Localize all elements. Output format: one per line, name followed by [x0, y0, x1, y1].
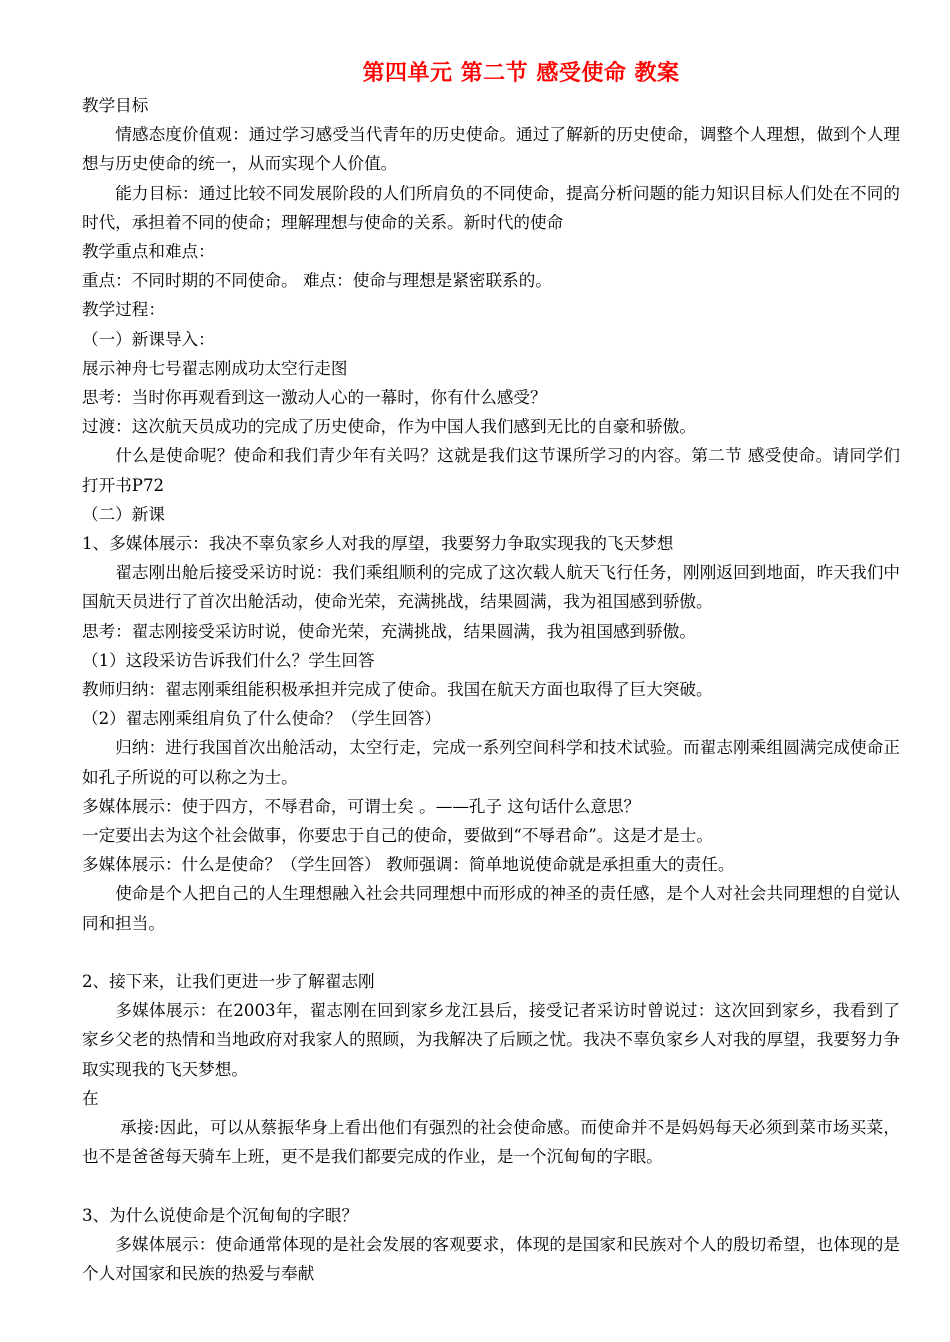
heading-key-points: 教学重点和难点：	[82, 242, 215, 262]
heading-process: 教学过程：	[82, 300, 165, 320]
item-2-show: 多媒体展示：在2003年，翟志刚在回到家乡龙江县后，接受记者采访时曾说过：这次回到家乡，我看到了家乡父老的热情和当地政府对我家人的照顾，为我解决了后顾之忧。我决不辜负家乡人对我的厚望，我要努力争取实现我的飞天梦想。	[82, 1001, 900, 1079]
item-3-show: 多媒体展示：使命通常体现的是社会发展的客观要求，体现的是国家和民族对个人的殷切希望，也体现的是个人对国家和民族的热爱与奉献	[82, 1234, 900, 1284]
intro-think: 思考：当时你再观看到这一激动人心的一幕时，你有什么感受？	[82, 388, 547, 408]
summary-mission: 归纳：进行我国首次出舱活动，太空行走，完成一系列空间科学和技术试验。而翟志刚乘组圆满完成使命正如孔子所说的可以称之为士。	[82, 738, 900, 787]
blank-line	[82, 1172, 900, 1201]
teacher-summary: 教师归纳：翟志刚乘组能积极承担并完成了使命。我国在航天方面也取得了巨大突破。	[82, 680, 713, 700]
intro-question: 什么是使命呢？使命和我们青少年有关吗？这就是我们这节课所学习的内容。第二节 感受使命。请同学们打开书P72	[82, 446, 900, 495]
fragment-zai: 在	[82, 1088, 99, 1108]
goal-ability: 能力目标：通过比较不同发展阶段的人们所肩负的不同使命，提高分析问题的能力知识目标人们处在不同的时代，承担着不同的使命；理解理想与使命的关系。新时代的使命	[82, 183, 900, 232]
interview-quote: 翟志刚出舱后接受采访时说：我们乘组顺利的完成了这次载人航天飞行任务，刚刚返回到地面，昨天我们中国航天员进行了首次出舱活动，使命光荣，充满挑战，结果圆满，我为祖国感到骄傲。	[82, 563, 900, 612]
question-1: （1）这段采访告诉我们什么？学生回答	[82, 650, 375, 670]
heading-teaching-goals: 教学目标	[82, 96, 149, 115]
what-is-mission: 多媒体展示：什么是使命？（学生回答） 教师强调：简单地说使命就是承担重大的责任。	[82, 855, 735, 875]
interview-think: 思考：翟志刚接受采访时说，使命光荣，充满挑战，结果圆满，我为祖国感到骄傲。	[82, 621, 696, 641]
intro-show: 展示神舟七号翟志刚成功太空行走图	[82, 358, 348, 378]
intro-transition: 过渡：这次航天员成功的完成了历史使命，作为中国人我们感到无比的自豪和骄傲。	[82, 417, 696, 437]
key-points: 重点：不同时期的不同使命。 难点：使命与理想是紧密联系的。	[82, 271, 552, 291]
section-intro: （一）新课导入：	[82, 329, 215, 349]
item-1-heading: 1、多媒体展示：我决不辜负家乡人对我的厚望，我要努力争取实现我的飞天梦想	[82, 534, 674, 554]
blank-line	[82, 938, 900, 967]
section-new-lesson: （二）新课	[82, 504, 165, 524]
quote-explanation: 一定要出去为这个社会做事，你要忠于自己的使命，要做到“不辱君命”。这是才是士。	[82, 826, 713, 846]
document-title: 第四单元 第二节 感受使命 教案	[362, 60, 680, 86]
mission-definition: 使命是个人把自己的人生理想融入社会共同理想中而形成的神圣的责任感，是个人对社会共同理想的自觉认同和担当。	[82, 884, 900, 933]
question-2: （2）翟志刚乘组肩负了什么使命？（学生回答）	[82, 709, 442, 729]
item-3-heading: 3、为什么说使命是个沉甸甸的字眼？	[82, 1205, 359, 1225]
item-2-heading: 2、接下来，让我们更进一步了解翟志刚	[82, 972, 375, 992]
transition-paragraph: 承接:因此，可以从蔡振华身上看出他们有强烈的社会使命感。而使命并不是妈妈每天必须到菜市场买菜，也不是爸爸每天骑车上班，更不是我们都要完成的作业，是一个沉甸甸的字眼。	[82, 1118, 900, 1167]
confucius-quote: 多媒体展示：使于四方，不辱君命，可谓士矣 。——孔子 这句话什么意思？	[82, 796, 641, 816]
goal-values: 情感态度价值观：通过学习感受当代青年的历史使命。通过了解新的历史使命，调整个人理想，做到个人理想与历史使命的统一，从而实现个人价值。	[82, 125, 900, 174]
